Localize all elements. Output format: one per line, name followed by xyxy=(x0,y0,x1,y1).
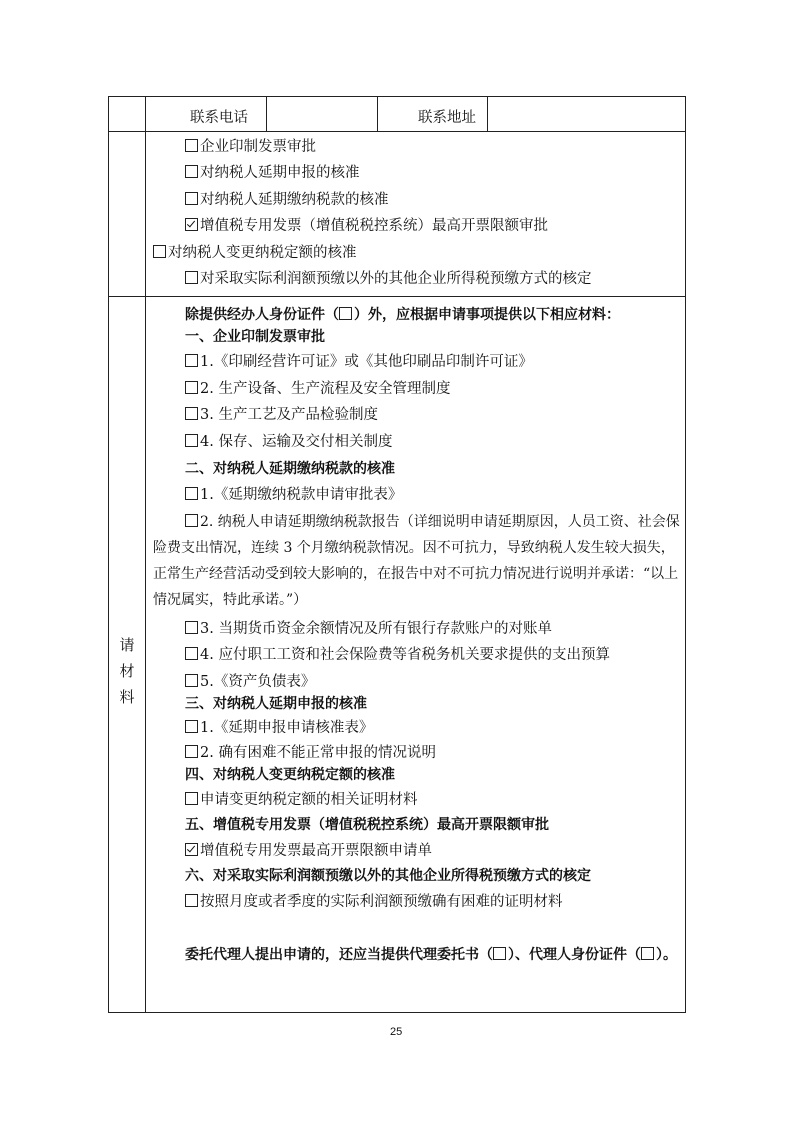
material-checkbox[interactable] xyxy=(185,647,198,660)
intro-text-before: 除提供经办人身份证件（ xyxy=(185,307,339,323)
matter-item[interactable] xyxy=(185,190,389,210)
material-checkbox[interactable] xyxy=(185,674,198,687)
table-border-bottom xyxy=(108,1012,686,1013)
material-checkbox[interactable] xyxy=(185,621,198,634)
material-item[interactable] xyxy=(185,892,563,912)
intro-text-after: ）外，应根据申请事项提供以下相应材料： xyxy=(354,307,620,323)
material-label: 增值税专用发票最高开票限额申请单 xyxy=(200,843,432,859)
material-item-report[interactable] xyxy=(153,509,681,613)
material-checkbox[interactable] xyxy=(185,894,198,907)
matter-label: 对纳税人延期申报的核准 xyxy=(200,165,360,181)
matter-label: 对纳税人延期缴纳税款的核准 xyxy=(200,192,389,208)
section-heading-2: 二、对纳税人延期缴纳税款的核准 xyxy=(185,461,395,477)
material-item[interactable] xyxy=(185,432,392,452)
table-border-left xyxy=(108,96,109,1013)
material-label: 1.《延期缴纳税款申请审批表》 xyxy=(200,487,403,503)
matter-label: 对纳税人变更纳税定额的核准 xyxy=(168,245,357,261)
material-item[interactable] xyxy=(185,405,378,425)
material-label: 申请变更纳税定额的相关证明材料 xyxy=(200,792,418,808)
section-heading-4: 四、对纳税人变更纳税定额的核准 xyxy=(185,767,395,783)
material-checkbox[interactable] xyxy=(185,434,198,447)
material-checkbox[interactable] xyxy=(185,487,198,500)
material-label: 1.《延期申报申请核准表》 xyxy=(200,720,374,736)
page-number: 25 xyxy=(390,1026,403,1038)
matter-item[interactable] xyxy=(185,163,360,183)
material-label: 2. 生产设备、生产流程及安全管理制度 xyxy=(200,381,451,397)
agent-text-1: 委托代理人提出申请的，还应当提供代理委托书（ xyxy=(185,947,493,963)
table-line-after-contact xyxy=(108,131,686,132)
material-label: 3. 当期货币资金余额情况及所有银行存款账户的对账单 xyxy=(200,621,552,637)
material-item[interactable] xyxy=(185,485,402,505)
intro-checkbox[interactable] xyxy=(339,307,352,320)
materials-side-label: 请材料 xyxy=(119,636,135,706)
material-label: 3. 生产工艺及产品检验制度 xyxy=(200,407,378,423)
materials-intro xyxy=(185,305,620,325)
matter-item[interactable] xyxy=(185,269,592,289)
matter-label: 企业印制发票审批 xyxy=(200,139,316,155)
section-heading-6: 六、对采取实际利润额预缴以外的其他企业所得税预缴方式的核定 xyxy=(185,868,591,884)
matter-item[interactable] xyxy=(153,243,357,263)
material-checkbox[interactable] xyxy=(185,745,198,758)
matter-checkbox[interactable] xyxy=(185,271,198,284)
agent-paragraph xyxy=(153,942,681,968)
material-checkbox[interactable] xyxy=(185,720,198,733)
material-item[interactable] xyxy=(185,718,373,738)
matter-checkbox[interactable] xyxy=(185,139,198,152)
contact-address-field[interactable] xyxy=(488,97,684,130)
material-label: 2. 纳税人申请延期缴纳税款报告（详细说明申请延期原因，人员工资、社会保险费支出情况，连续 3 个月缴纳税款情况。因不可抗力，导致纳税人发生较大损失，正常生产经营活动受到较大影响的，在报告中对不可抗力情况进行说明并承诺：“以上情况属实，特此承诺。”） xyxy=(153,514,680,608)
table-line-after-matters xyxy=(108,296,686,297)
material-item[interactable] xyxy=(185,379,450,399)
agent-text-4: ）。 xyxy=(656,947,677,963)
material-label: 2. 确有困难不能正常申报的情况说明 xyxy=(200,745,436,761)
agent-id-checkbox[interactable] xyxy=(641,947,654,960)
material-checkbox-checked[interactable] xyxy=(185,843,198,856)
matter-item[interactable] xyxy=(185,137,316,157)
section-heading-1: 一、企业印制发票审批 xyxy=(185,329,325,345)
material-checkbox[interactable] xyxy=(185,407,198,420)
matter-checkbox-checked[interactable] xyxy=(185,218,198,231)
material-item[interactable] xyxy=(185,790,418,810)
material-item[interactable] xyxy=(185,743,436,763)
matter-item[interactable] xyxy=(185,216,548,236)
matter-label: 对采取实际利润额预缴以外的其他企业所得税预缴方式的核定 xyxy=(200,271,592,287)
contact-address-label: 联系地址 xyxy=(418,110,476,126)
agent-text-2: ）、代理人身份证件 xyxy=(508,947,627,963)
material-label: 4. 保存、运输及交付相关制度 xyxy=(200,434,393,450)
material-checkbox[interactable] xyxy=(185,514,198,527)
section-heading-5: 五、增值税专用发票（增值税税控系统）最高开票限额审批 xyxy=(185,817,549,833)
material-label: 1.《印刷经营许可证》或《其他印刷品印制许可证》 xyxy=(200,354,533,370)
material-checkbox[interactable] xyxy=(185,381,198,394)
contact-phone-field[interactable] xyxy=(267,97,376,130)
material-item[interactable] xyxy=(185,352,533,372)
matter-checkbox[interactable] xyxy=(185,165,198,178)
table-border-right xyxy=(685,96,686,1013)
material-item[interactable] xyxy=(185,841,432,861)
material-checkbox[interactable] xyxy=(185,792,198,805)
agent-proxy-checkbox[interactable] xyxy=(493,947,506,960)
agent-text-3: （ xyxy=(627,947,641,963)
material-checkbox[interactable] xyxy=(185,354,198,367)
material-item[interactable] xyxy=(185,619,552,639)
material-label: 5.《资产负债表》 xyxy=(200,674,316,690)
matter-checkbox[interactable] xyxy=(185,192,198,205)
table-label-column-divider xyxy=(145,96,146,1013)
matter-checkbox[interactable] xyxy=(153,245,166,258)
contact-divider-2 xyxy=(377,96,378,131)
material-label: 按照月度或者季度的实际利润额预缴确有困难的证明材料 xyxy=(200,894,563,910)
contact-phone-label: 联系电话 xyxy=(190,110,248,126)
matter-label: 增值税专用发票（增值税税控系统）最高开票限额审批 xyxy=(200,218,548,234)
material-label: 4. 应付职工工资和社会保险费等省税务机关要求提供的支出预算 xyxy=(200,647,610,663)
material-item[interactable] xyxy=(185,645,610,665)
material-item[interactable] xyxy=(185,672,315,692)
section-heading-3: 三、对纳税人延期申报的核准 xyxy=(185,696,367,712)
